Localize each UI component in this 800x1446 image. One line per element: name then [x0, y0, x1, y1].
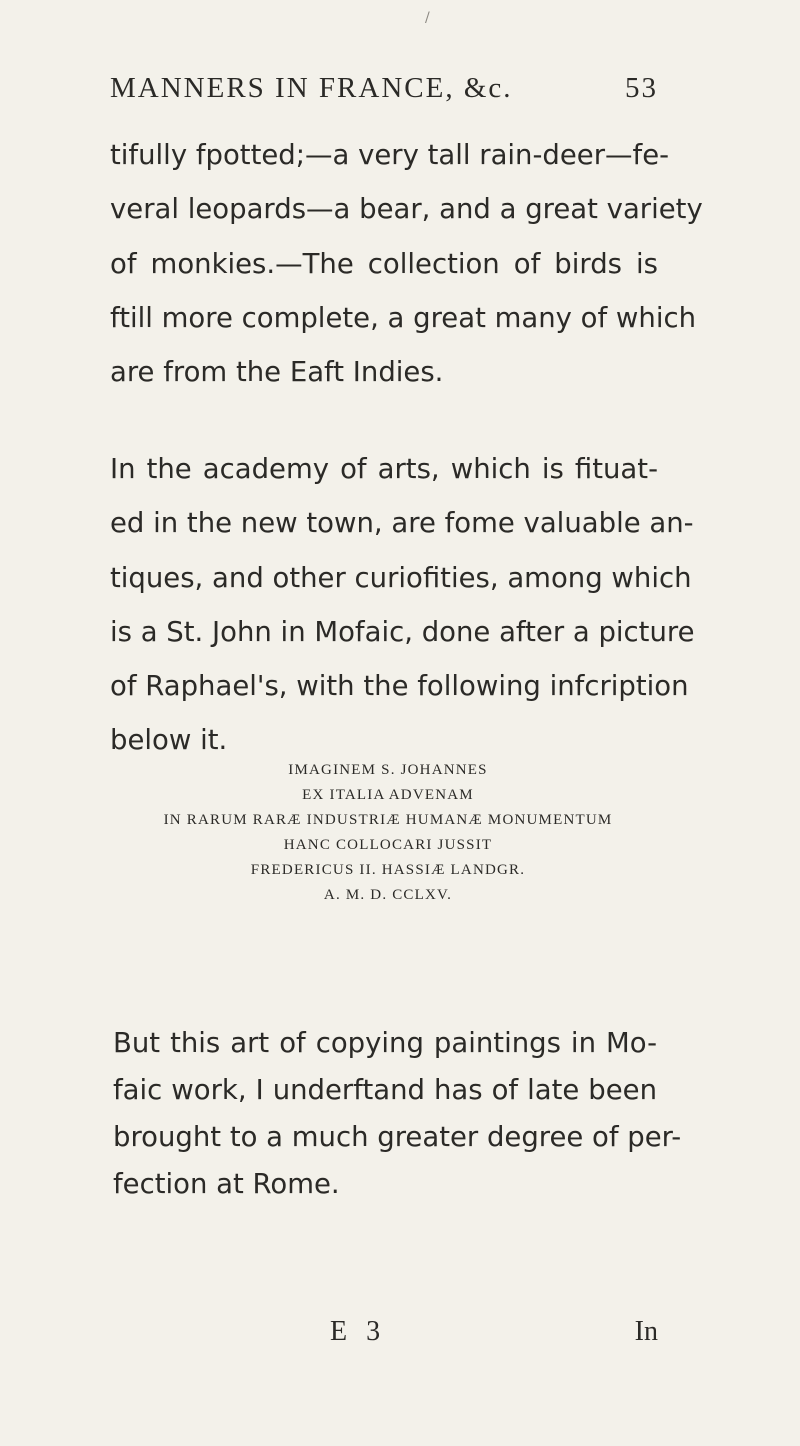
- paragraph-mosaic: [113, 1020, 682, 1208]
- text-line: fection at Rome.: [113, 1168, 340, 1200]
- text-line: But this art of copying paintings in Mo-: [113, 1027, 657, 1059]
- corner-mark: /: [425, 10, 430, 26]
- inscription-line: FREDERICUS II. HASSIÆ LANDGR.: [250, 862, 526, 878]
- text-line: ftill more complete, a great many of which: [110, 301, 697, 334]
- running-head: [110, 72, 658, 112]
- catchword: In: [634, 1316, 658, 1347]
- catchline: [110, 1316, 658, 1356]
- running-title: MANNERS IN FRANCE, &c.: [110, 72, 513, 104]
- signature-mark: E 3: [330, 1316, 387, 1347]
- inscription-line: A. M. D. CCLXV.: [323, 887, 453, 903]
- inscription-line: IMAGINEM S. JOHANNES: [288, 762, 488, 778]
- text-line: of monkies.—The collection of birds is: [110, 247, 658, 280]
- text-line: In the academy of arts, which is fituat-: [110, 453, 658, 485]
- text-line: faic work, I underftand has of late been: [113, 1074, 657, 1106]
- inscription-line: EX ITALIA ADVENAM: [302, 787, 474, 803]
- text-line: of Raphael's, with the following infcription: [110, 670, 689, 703]
- paragraph-academy: [110, 442, 695, 768]
- text-line: tiques, and other curiofities, among which: [110, 561, 692, 594]
- text-line: are from the Eaft Indies.: [110, 356, 444, 389]
- text-line: tifully fpotted;—a very tall rain-deer—fe-: [110, 139, 670, 171]
- paragraph-menagerie: [110, 128, 703, 399]
- text-line: is a St. John in Mofaic, done after a picture: [110, 615, 695, 648]
- inscription-line: IN RARUM RARÆ INDUSTRIÆ HUMANÆ MONUMENTUM: [163, 812, 613, 828]
- page-number: 53: [625, 72, 658, 104]
- latin-inscription: [108, 758, 668, 908]
- text-line: brought to a much greater degree of per-: [113, 1121, 682, 1153]
- text-line: ed in the new town, are fome valuable an-: [110, 507, 694, 540]
- inscription-line: HANC COLLOCARI JUSSIT: [283, 837, 493, 853]
- text-line: below it.: [110, 724, 228, 757]
- text-line: veral leopards—a bear, and a great variety: [110, 193, 703, 226]
